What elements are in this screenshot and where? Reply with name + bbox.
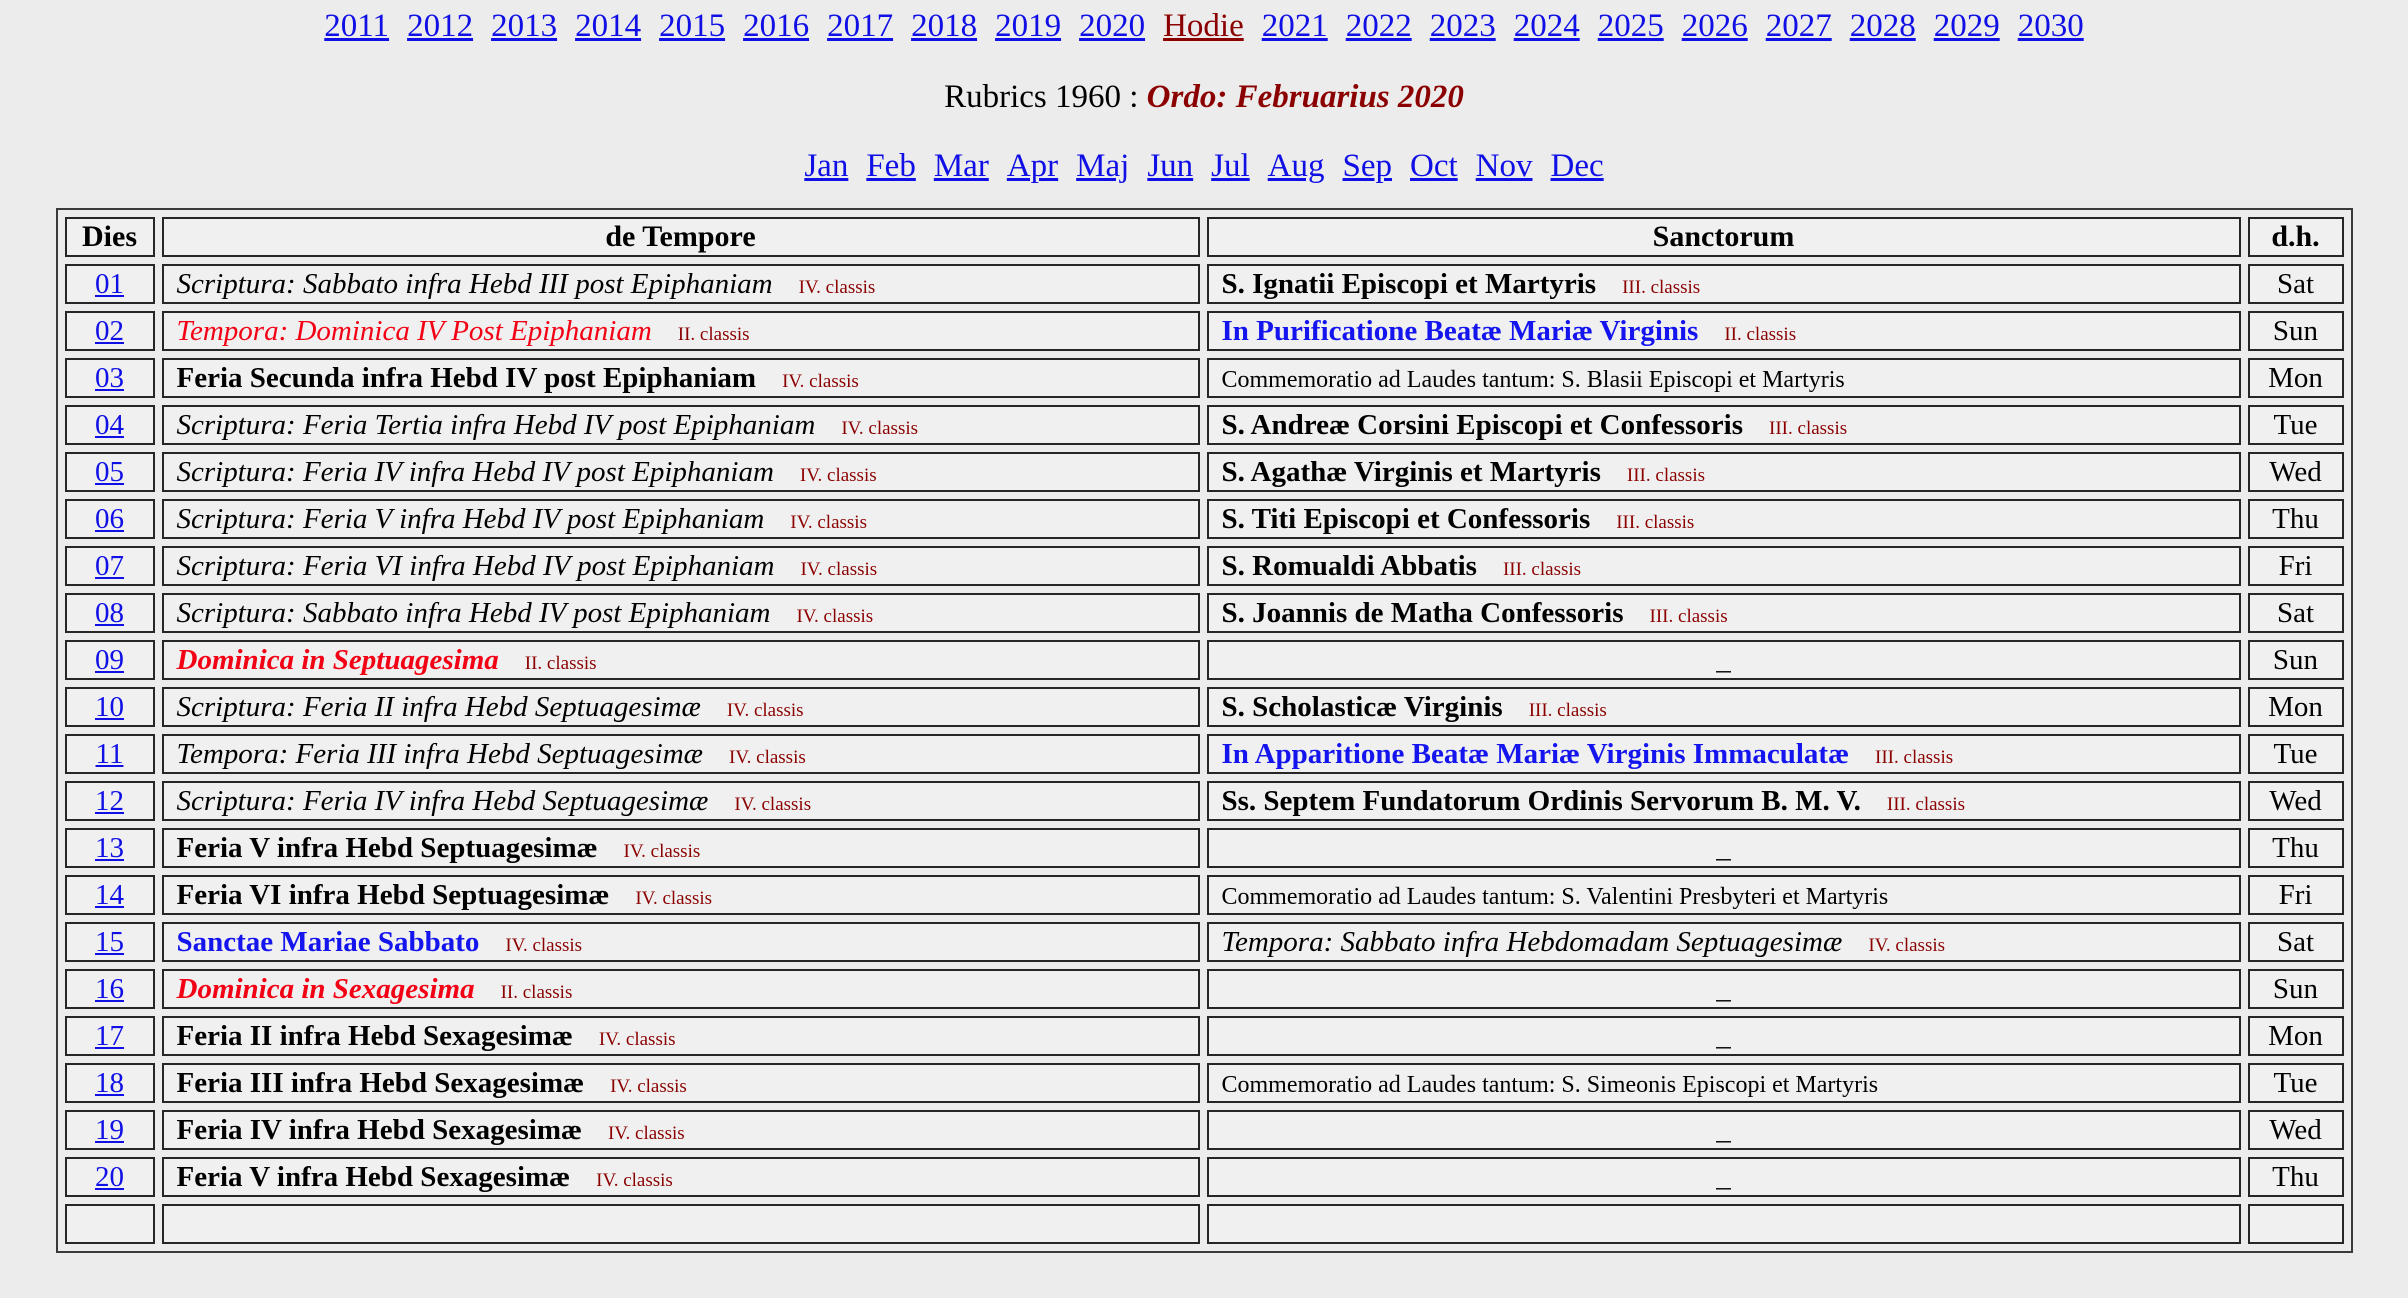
tempore-classis: IV. classis <box>796 605 874 627</box>
weekday-cell: Tue <box>2248 734 2344 774</box>
title-prefix: Rubrics 1960 : <box>944 79 1147 115</box>
col-header-dies: Dies <box>65 217 155 257</box>
sanctorum-cell <box>1207 405 2241 445</box>
sanctorum-classis: III. classis <box>1875 746 1954 768</box>
dies-cell <box>65 499 155 539</box>
dies-cell <box>65 734 155 774</box>
day-link-08[interactable]: 08 <box>95 596 124 629</box>
month-link-apr[interactable]: Apr <box>1006 148 1059 184</box>
weekday-cell: Mon <box>2248 1016 2344 1056</box>
sanctorum-entry: _ <box>1716 1113 1731 1146</box>
tempore-entry: Feria III infra Hebd Sexagesimæ <box>176 1066 585 1099</box>
sanctorum-cell <box>1207 875 2241 915</box>
tempore-classis: IV. classis <box>726 699 804 721</box>
table-row <box>65 734 2344 774</box>
sanctorum-cell <box>1207 1157 2241 1197</box>
sanctorum-entry: In Apparitione Beatæ Mariæ Virginis Immaculatæ <box>1221 737 1850 770</box>
sanctorum-cell <box>1207 358 2241 398</box>
sanctorum-cell <box>1207 499 2241 539</box>
weekday-cell: Thu <box>2248 828 2344 868</box>
tempore-cell <box>162 358 1200 398</box>
weekday-cell: Thu <box>2248 1157 2344 1197</box>
month-link-maj[interactable]: Maj <box>1076 148 1130 184</box>
tempore-cell <box>162 1157 1200 1197</box>
day-link-13[interactable]: 13 <box>95 831 124 864</box>
tempore-classis: IV. classis <box>607 1122 685 1144</box>
tempore-entry: Feria VI infra Hebd Septuagesimæ <box>176 878 610 911</box>
dies-cell <box>65 1157 155 1197</box>
table-row <box>65 1063 2344 1103</box>
dies-cell <box>65 640 155 680</box>
weekday-cell: Sat <box>2248 593 2344 633</box>
sanctorum-classis: III. classis <box>1626 464 1705 486</box>
weekday-cell: Wed <box>2248 781 2344 821</box>
weekday-cell: Thu <box>2248 499 2344 539</box>
tempore-cell <box>162 264 1200 304</box>
dies-cell <box>65 1110 155 1150</box>
tempore-classis: II. classis <box>500 981 573 1003</box>
day-link-05[interactable]: 05 <box>95 455 124 488</box>
tempore-entry: Scriptura: Feria V infra Hebd IV post Epiphaniam <box>176 502 765 535</box>
weekday-cell: Sun <box>2248 969 2344 1009</box>
nav-months <box>0 147 2408 185</box>
year-link-2029[interactable]: 2029 <box>1933 8 2000 44</box>
weekday-cell: Fri <box>2248 546 2344 586</box>
tempore-classis: IV. classis <box>734 793 812 815</box>
sanctorum-classis: III. classis <box>1649 605 1728 627</box>
sanctorum-cell <box>1207 593 2241 633</box>
hodie-link[interactable]: Hodie <box>1163 8 1244 44</box>
day-link-07[interactable]: 07 <box>95 549 124 582</box>
sanctorum-entry: Commemoratio ad Laudes tantum: S. Simeonis Episcopi et Martyris <box>1221 1071 1879 1098</box>
sanctorum-cell <box>1207 1016 2241 1056</box>
sanctorum-cell <box>1207 969 2241 1009</box>
tempore-entry: Scriptura: Feria VI infra Hebd IV post Epiphaniam <box>176 549 775 582</box>
table-row <box>65 1110 2344 1150</box>
table-row <box>65 311 2344 351</box>
day-link-03[interactable]: 03 <box>95 361 124 394</box>
tempore-cell <box>162 875 1200 915</box>
weekday-cell: Sun <box>2248 640 2344 680</box>
tempore-cell <box>162 405 1200 445</box>
year-link-2030[interactable]: 2030 <box>2017 8 2084 44</box>
col-header-sanctorum: Sanctorum <box>1207 217 2241 257</box>
sanctorum-cell <box>1207 1063 2241 1103</box>
weekday-cell: Sat <box>2248 922 2344 962</box>
tempore-cell <box>162 452 1200 492</box>
table-row <box>65 969 2344 1009</box>
sanctorum-cell <box>1207 922 2241 962</box>
dies-cell <box>65 1016 155 1056</box>
table-row <box>65 781 2344 821</box>
tempore-entry: Scriptura: Sabbato infra Hebd IV post Epiphaniam <box>176 596 771 629</box>
col-header-de-tempore: de Tempore <box>162 217 1200 257</box>
tempore-classis: II. classis <box>677 323 750 345</box>
dies-cell <box>65 405 155 445</box>
year-link-2022[interactable]: 2022 <box>1345 8 1412 44</box>
day-link-17[interactable]: 17 <box>95 1019 124 1052</box>
tempore-cell <box>162 640 1200 680</box>
title-highlight: Ordo: Februarius 2020 <box>1146 79 1464 115</box>
table-row <box>65 499 2344 539</box>
table-row <box>65 546 2344 586</box>
weekday-cell: Sun <box>2248 311 2344 351</box>
year-link-2025[interactable]: 2025 <box>1597 8 1664 44</box>
tempore-entry: Feria II infra Hebd Sexagesimæ <box>176 1019 573 1052</box>
tempore-entry: Tempora: Feria III infra Hebd Septuagesimæ <box>176 737 704 770</box>
sanctorum-entry: _ <box>1716 1160 1731 1193</box>
tempore-entry: Scriptura: Sabbato infra Hebd III post Epiphaniam <box>176 267 773 300</box>
year-link-2011[interactable]: 2011 <box>324 8 390 44</box>
month-link-mar[interactable]: Mar <box>933 148 989 184</box>
year-link-2024[interactable]: 2024 <box>1513 8 1580 44</box>
table-row <box>65 875 2344 915</box>
page-title <box>0 78 2408 116</box>
tempore-cell <box>162 781 1200 821</box>
tempore-classis: IV. classis <box>623 840 701 862</box>
tempore-cell <box>162 499 1200 539</box>
year-link-2026[interactable]: 2026 <box>1681 8 1748 44</box>
tempore-cell <box>162 922 1200 962</box>
table-row <box>65 922 2344 962</box>
table-row <box>65 405 2344 445</box>
tempore-classis: IV. classis <box>782 370 859 392</box>
weekday-cell: Wed <box>2248 452 2344 492</box>
weekday-cell: Fri <box>2248 875 2344 915</box>
day-link-09[interactable]: 09 <box>95 643 124 676</box>
tempore-entry: Feria IV infra Hebd Sexagesimæ <box>176 1113 582 1146</box>
month-link-sep[interactable]: Sep <box>1342 148 1393 184</box>
tempore-classis: IV. classis <box>790 511 867 533</box>
dies-cell <box>65 452 155 492</box>
tempore-entry: Scriptura: Feria IV infra Hebd IV post Epiphaniam <box>176 455 774 488</box>
sanctorum-classis: III. classis <box>1622 276 1701 298</box>
tempore-classis: IV. classis <box>505 934 583 956</box>
tempore-classis: IV. classis <box>598 1028 676 1050</box>
sanctorum-cell <box>1207 1204 2241 1244</box>
sanctorum-entry: _ <box>1716 972 1731 1005</box>
month-link-aug[interactable]: Aug <box>1267 148 1325 184</box>
sanctorum-classis: IV. classis <box>1868 934 1946 956</box>
dies-cell <box>65 593 155 633</box>
sanctorum-classis: III. classis <box>1528 699 1607 721</box>
table-row <box>65 358 2344 398</box>
weekday-cell: Sat <box>2248 264 2344 304</box>
table-row <box>65 1157 2344 1197</box>
sanctorum-entry: S. Joannis de Matha Confessoris <box>1221 596 1624 629</box>
dies-cell <box>65 264 155 304</box>
tempore-cell <box>162 1063 1200 1103</box>
day-link-19[interactable]: 19 <box>95 1113 124 1146</box>
table-row <box>65 687 2344 727</box>
table-row-partial <box>65 1204 2344 1244</box>
tempore-entry: Scriptura: Feria IV infra Hebd Septuagesimæ <box>176 784 709 817</box>
tempore-classis: II. classis <box>524 652 597 674</box>
table-row <box>65 264 2344 304</box>
sanctorum-entry: In Purificatione Beatæ Mariæ Virginis <box>1221 314 1699 347</box>
sanctorum-entry: S. Romualdi Abbatis <box>1221 549 1477 582</box>
tempore-entry: Tempora: Dominica IV Post Epiphaniam <box>176 314 652 347</box>
year-link-2013[interactable]: 2013 <box>491 8 558 44</box>
year-link-2016[interactable]: 2016 <box>743 8 810 44</box>
day-link-20[interactable]: 20 <box>95 1160 124 1193</box>
day-link-01[interactable]: 01 <box>95 267 124 300</box>
sanctorum-cell <box>1207 828 2241 868</box>
tempore-classis: IV. classis <box>610 1075 687 1097</box>
tempore-entry: Scriptura: Feria II infra Hebd Septuagesimæ <box>176 690 701 723</box>
year-link-2012[interactable]: 2012 <box>407 8 474 44</box>
sanctorum-cell <box>1207 264 2241 304</box>
tempore-entry: Feria V infra Hebd Septuagesimæ <box>176 831 598 864</box>
day-link-10[interactable]: 10 <box>95 690 124 723</box>
year-link-2020[interactable]: 2020 <box>1079 8 1146 44</box>
month-link-oct[interactable]: Oct <box>1410 148 1458 184</box>
day-link-06[interactable]: 06 <box>95 502 124 535</box>
sanctorum-entry: Tempora: Sabbato infra Hebdomadam Septuagesimæ <box>1221 925 1843 958</box>
sanctorum-cell <box>1207 452 2241 492</box>
tempore-entry: Feria V infra Hebd Sexagesimæ <box>176 1160 571 1193</box>
tempore-cell <box>162 969 1200 1009</box>
weekday-cell: Mon <box>2248 358 2344 398</box>
tempore-cell <box>162 734 1200 774</box>
sanctorum-entry: Ss. Septem Fundatorum Ordinis Servorum B. M. V. <box>1221 784 1861 817</box>
tempore-cell <box>162 311 1200 351</box>
tempore-entry: Scriptura: Feria Tertia infra Hebd IV post Epiphaniam <box>176 408 816 441</box>
year-link-2021[interactable]: 2021 <box>1261 8 1328 44</box>
year-link-2018[interactable]: 2018 <box>911 8 978 44</box>
sanctorum-entry: Commemoratio ad Laudes tantum: S. Valentini Presbyteri et Martyris <box>1221 883 1889 910</box>
table-row <box>65 828 2344 868</box>
dies-cell <box>65 311 155 351</box>
sanctorum-entry: Commemoratio ad Laudes tantum: S. Blasii Episcopi et Martyris <box>1221 366 1845 393</box>
tempore-classis: IV. classis <box>799 464 877 486</box>
dies-cell <box>65 1204 155 1244</box>
sanctorum-entry: S. Titi Episcopi et Confessoris <box>1221 502 1591 535</box>
day-link-11[interactable]: 11 <box>95 737 124 770</box>
year-link-2027[interactable]: 2027 <box>1765 8 1832 44</box>
sanctorum-entry: _ <box>1716 1019 1731 1052</box>
day-link-02[interactable]: 02 <box>95 314 124 347</box>
year-link-2023[interactable]: 2023 <box>1429 8 1496 44</box>
day-link-16[interactable]: 16 <box>95 972 124 1005</box>
ordo-table <box>56 208 2353 1253</box>
month-link-dec[interactable]: Dec <box>1550 148 1604 184</box>
nav-years <box>0 0 2408 45</box>
month-link-jan[interactable]: Jan <box>804 148 849 184</box>
day-link-12[interactable]: 12 <box>95 784 124 817</box>
sanctorum-cell <box>1207 1110 2241 1150</box>
tempore-cell <box>162 828 1200 868</box>
dies-cell <box>65 781 155 821</box>
sanctorum-cell <box>1207 311 2241 351</box>
tempore-classis: IV. classis <box>729 746 806 768</box>
weekday-cell: Wed <box>2248 1110 2344 1150</box>
sanctorum-entry: S. Scholasticæ Virginis <box>1221 690 1503 723</box>
month-link-nov[interactable]: Nov <box>1475 148 1533 184</box>
dies-cell <box>65 358 155 398</box>
table-row <box>65 452 2344 492</box>
sanctorum-cell <box>1207 687 2241 727</box>
tempore-classis: IV. classis <box>798 276 876 298</box>
tempore-classis: IV. classis <box>800 558 878 580</box>
tempore-cell <box>162 687 1200 727</box>
sanctorum-classis: III. classis <box>1886 793 1965 815</box>
tempore-entry: Dominica in Sexagesima <box>176 972 475 1005</box>
tempore-cell <box>162 546 1200 586</box>
day-link-14[interactable]: 14 <box>95 878 124 911</box>
year-link-2017[interactable]: 2017 <box>827 8 894 44</box>
sanctorum-classis: II. classis <box>1724 323 1797 345</box>
weekday-cell: Tue <box>2248 405 2344 445</box>
table-row <box>65 593 2344 633</box>
sanctorum-cell <box>1207 640 2241 680</box>
weekday-cell: Tue <box>2248 1063 2344 1103</box>
sanctorum-entry: _ <box>1716 643 1731 676</box>
col-header-dh: d.h. <box>2248 217 2344 257</box>
year-link-2015[interactable]: 2015 <box>659 8 726 44</box>
sanctorum-classis: III. classis <box>1616 511 1695 533</box>
header-row <box>65 217 2344 257</box>
day-link-15[interactable]: 15 <box>95 925 124 958</box>
sanctorum-classis: III. classis <box>1769 417 1848 439</box>
sanctorum-classis: III. classis <box>1502 558 1582 580</box>
dies-cell <box>65 687 155 727</box>
weekday-cell: Mon <box>2248 687 2344 727</box>
tempore-cell <box>162 593 1200 633</box>
month-link-feb[interactable]: Feb <box>866 148 916 184</box>
weekday-cell <box>2248 1204 2344 1244</box>
tempore-entry: Feria Secunda infra Hebd IV post Epiphaniam <box>176 361 757 394</box>
tempore-cell <box>162 1110 1200 1150</box>
dies-cell <box>65 828 155 868</box>
year-link-2028[interactable]: 2028 <box>1849 8 1916 44</box>
month-link-jul[interactable]: Jul <box>1211 148 1250 184</box>
sanctorum-cell <box>1207 546 2241 586</box>
sanctorum-entry: S. Agathæ Virginis et Martyris <box>1221 455 1601 488</box>
table-row <box>65 640 2344 680</box>
dies-cell <box>65 922 155 962</box>
year-link-2019[interactable]: 2019 <box>995 8 1062 44</box>
dies-cell <box>65 546 155 586</box>
dies-cell <box>65 969 155 1009</box>
dies-cell <box>65 1063 155 1103</box>
tempore-entry: Sanctae Mariae Sabbato <box>176 925 480 958</box>
dies-cell <box>65 875 155 915</box>
sanctorum-cell <box>1207 781 2241 821</box>
day-link-18[interactable]: 18 <box>95 1066 124 1099</box>
table-row <box>65 1016 2344 1056</box>
sanctorum-cell <box>1207 734 2241 774</box>
sanctorum-entry: S. Ignatii Episcopi et Martyris <box>1221 267 1597 300</box>
tempore-classis: IV. classis <box>596 1169 673 1191</box>
sanctorum-entry: S. Andreæ Corsini Episcopi et Confessoris <box>1221 408 1744 441</box>
month-link-jun[interactable]: Jun <box>1147 148 1194 184</box>
day-link-04[interactable]: 04 <box>95 408 124 441</box>
sanctorum-entry: _ <box>1716 831 1731 864</box>
year-link-2014[interactable]: 2014 <box>575 8 642 44</box>
tempore-classis: IV. classis <box>635 887 713 909</box>
tempore-cell <box>162 1204 1200 1244</box>
tempore-classis: IV. classis <box>841 417 919 439</box>
tempore-cell <box>162 1016 1200 1056</box>
tempore-entry: Dominica in Septuagesima <box>176 643 499 676</box>
